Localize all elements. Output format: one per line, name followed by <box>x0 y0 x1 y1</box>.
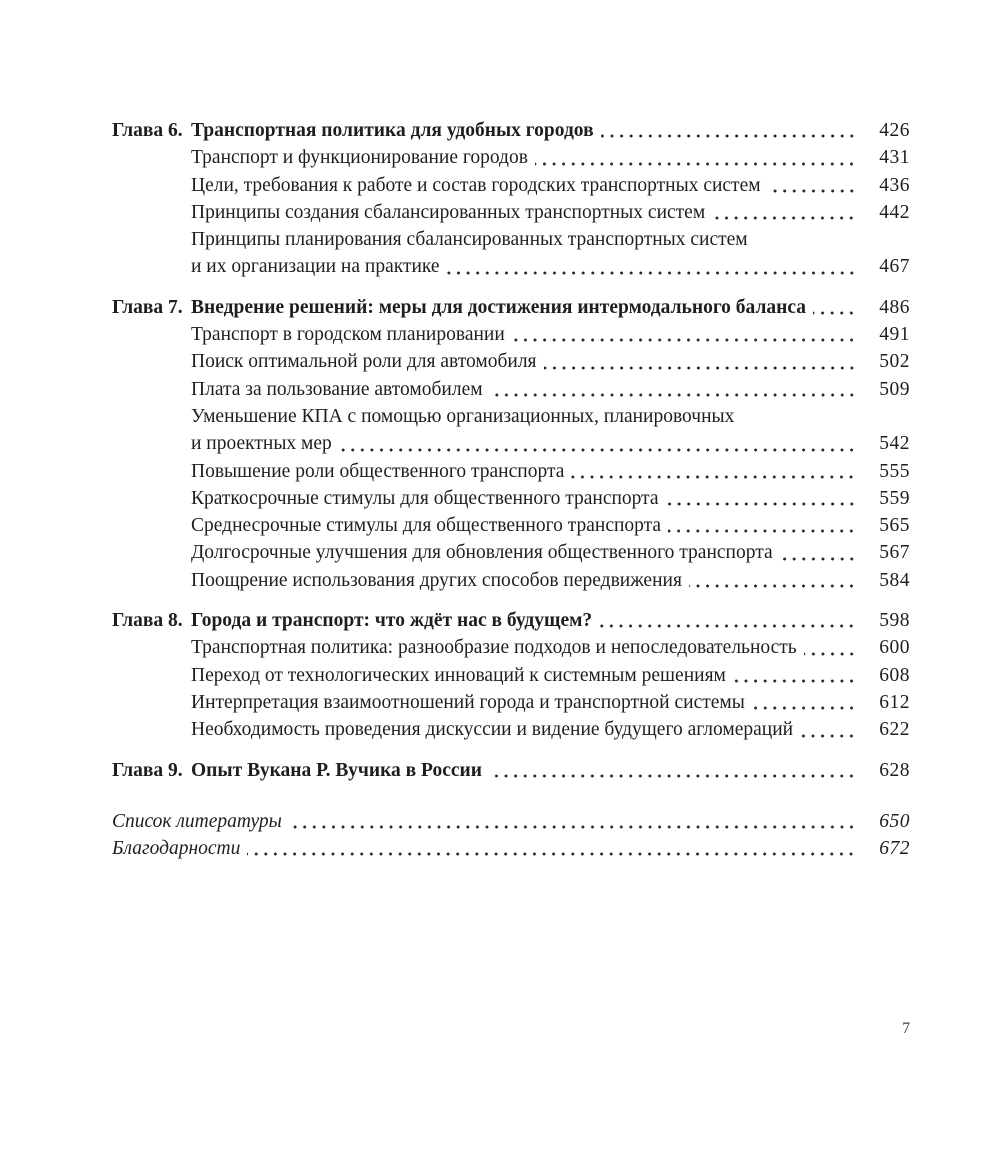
chapter-8-block <box>112 607 910 743</box>
entry-title: Уменьшение КПА с помощью организационных, планировочных <box>191 405 735 427</box>
page-ref: 542 <box>879 433 910 455</box>
toc-chapter-entry <box>112 757 910 784</box>
chapter-label: Глава 8. <box>112 610 183 632</box>
toc-entry <box>112 144 910 171</box>
entry-title-continuation: и проектных мер <box>191 433 332 455</box>
toc-entry <box>112 199 910 226</box>
entry-title: Транспорт в городском планировании <box>191 324 505 346</box>
toc-entry-wrapped-line2 <box>112 253 910 280</box>
dot-leader <box>601 117 859 144</box>
dot-leader <box>780 539 859 566</box>
toc-entry-wrapped-line2 <box>112 430 910 457</box>
entry-title: Принципы планирования сбалансированных транспортных систем <box>191 229 748 251</box>
toc-entry <box>112 634 910 661</box>
toc-entry <box>112 321 910 348</box>
toc-entry <box>112 458 910 485</box>
entry-title: Поиск оптимальной роли для автомобиля <box>191 351 537 373</box>
dot-leader <box>339 430 859 457</box>
page-ref: 442 <box>879 201 910 223</box>
entry-title-continuation: и их организации на практике <box>191 256 440 278</box>
dot-leader <box>666 485 859 512</box>
dot-leader <box>571 458 859 485</box>
page-ref: 565 <box>879 515 910 537</box>
page-ref: 509 <box>879 378 910 400</box>
dot-leader <box>599 607 859 634</box>
toc-chapter-entry <box>112 117 910 144</box>
dot-leader <box>712 199 859 226</box>
page-ref: 559 <box>879 487 910 509</box>
entry-title: Долгосрочные улучшения для обновления общественного транспорта <box>191 542 773 564</box>
page-number: 7 <box>902 1020 910 1037</box>
page-ref: 467 <box>879 256 910 278</box>
entry-title: Повышение роли общественного транспорта <box>191 460 565 482</box>
dot-leader <box>668 512 859 539</box>
dot-leader <box>733 662 859 689</box>
toc-entry <box>112 662 910 689</box>
entry-title: Транспорт и функционирование городов <box>191 147 528 169</box>
chapter-9-block <box>112 757 910 784</box>
dot-leader <box>447 253 859 280</box>
dot-leader <box>768 172 859 199</box>
entry-title: Принципы создания сбалансированных транспортных систем <box>191 201 706 223</box>
page-ref: 502 <box>879 351 910 373</box>
toc-entry-acknowledgements <box>112 835 910 862</box>
entry-title: Необходимость проведения дискуссии и видение будущего агломераций <box>191 719 794 741</box>
dot-leader <box>489 757 859 784</box>
entry-title: Краткосрочные стимулы для общественного транспорта <box>191 487 659 509</box>
page-ref: 436 <box>879 174 910 196</box>
chapter-title: Города и транспорт: что ждёт нас в будущем? <box>191 610 593 632</box>
toc-entry <box>112 689 910 716</box>
chapter-label: Глава 7. <box>112 296 183 318</box>
toc-entry <box>112 485 910 512</box>
page-ref: 622 <box>879 719 910 741</box>
toc-chapter-entry <box>112 607 910 634</box>
toc-entry <box>112 172 910 199</box>
toc-entry <box>112 376 910 403</box>
page-ref: 431 <box>879 147 910 169</box>
toc-chapter-entry <box>112 294 910 321</box>
entry-title: Поощрение использования других способов передвижения <box>191 569 682 591</box>
dot-leader <box>689 567 859 594</box>
page-ref: 598 <box>879 610 910 632</box>
dot-leader <box>289 808 859 835</box>
entry-title: Интерпретация взаимоотношений города и транспортной системы <box>191 691 745 713</box>
page-ref: 600 <box>879 637 910 659</box>
dot-leader <box>544 348 859 375</box>
chapter-label: Глава 9. <box>112 759 183 781</box>
chapter-title: Опыт Вукана Р. Вучика в России <box>191 759 483 781</box>
dot-leader <box>490 376 859 403</box>
page-ref: 491 <box>879 324 910 346</box>
toc-entry <box>112 716 910 743</box>
page-ref: 426 <box>879 120 910 141</box>
dot-leader <box>535 144 859 171</box>
page-ref: 567 <box>879 542 910 564</box>
backmatter-block <box>112 808 910 863</box>
dot-leader <box>800 716 859 743</box>
page-ref: 612 <box>879 691 910 713</box>
dot-leader <box>752 689 859 716</box>
entry-title: Список литературы <box>112 810 282 832</box>
toc-entry-wrapped-line1 <box>112 226 910 253</box>
dot-leader <box>247 835 859 862</box>
page-ref: 486 <box>879 296 910 318</box>
toc-entry <box>112 539 910 566</box>
dot-leader <box>512 321 859 348</box>
entry-title: Плата за пользование автомобилем <box>191 378 483 400</box>
entry-title: Среднесрочные стимулы для общественного транспорта <box>191 515 662 537</box>
page-ref: 555 <box>879 460 910 482</box>
dot-leader <box>804 634 859 661</box>
toc-entry <box>112 567 910 594</box>
table-of-contents <box>112 117 910 862</box>
toc-entry-wrapped-line1 <box>112 403 910 430</box>
entry-title: Переход от технологических инноваций к системным решениям <box>191 664 726 686</box>
chapter-title: Транспортная политика для удобных городов <box>191 120 594 141</box>
page-ref: 584 <box>879 569 910 591</box>
entry-title: Благодарности <box>112 838 241 860</box>
chapter-title: Внедрение решений: меры для достижения интермодального баланса <box>191 296 807 318</box>
entry-title: Цели, требования к работе и состав городских транспортных систем <box>191 174 761 196</box>
page-ref: 608 <box>879 664 910 686</box>
entry-title: Транспортная политика: разнообразие подходов и непоследовательность <box>191 637 797 659</box>
dot-leader <box>813 294 859 321</box>
chapter-6-block <box>112 117 910 281</box>
page-ref: 650 <box>879 810 910 832</box>
page-ref: 672 <box>879 838 910 860</box>
page-ref: 628 <box>879 759 910 781</box>
chapter-label: Глава 6. <box>112 120 183 141</box>
chapter-7-block <box>112 294 910 594</box>
toc-entry-bibliography <box>112 808 910 835</box>
toc-entry <box>112 348 910 375</box>
toc-entry <box>112 512 910 539</box>
